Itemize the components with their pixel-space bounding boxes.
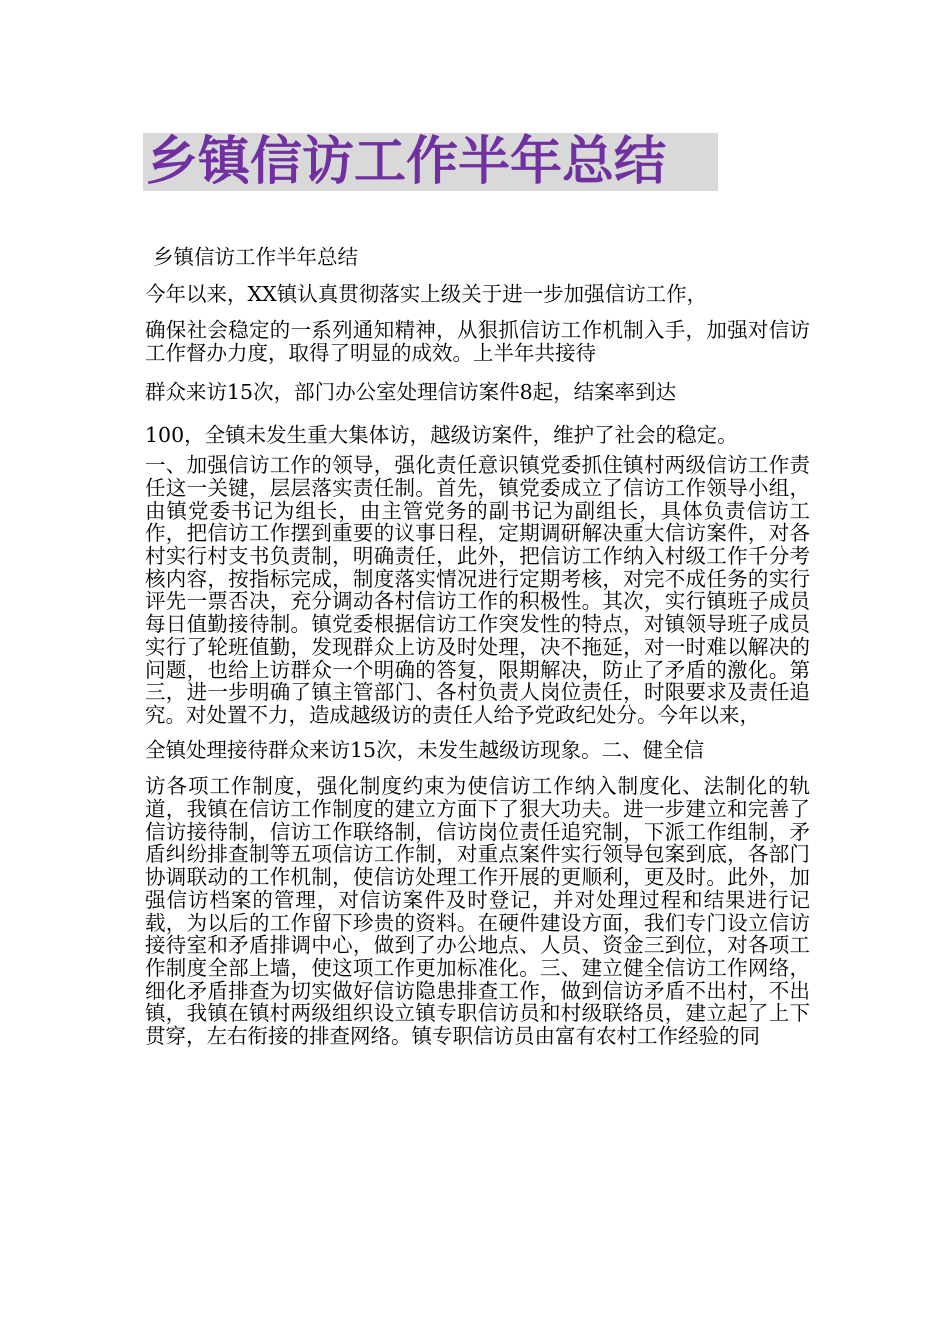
paragraph: 今年以来，XX镇认真贯彻落实上级关于进一步加强信访工作， <box>145 281 708 306</box>
paragraph: 一、加强信访工作的领导，强化责任意识镇党委抓住镇村两级信访工作责任这一关键，层层落实责任制。首先，镇党委成立了信访工作领导小组，由镇党委书记为组长，由主管党务的副书记为副组长，具体负责信访工作，把信访工作摆到重要的议事日程，定期调研解决重大信访案件，对各村实行村支书负责制，明确责任，此外，把信访工作纳入村级工作千分考核内容，按指标完成，制度落实情况进行定期考核，对完不成任务的实行评先一票否决，充分调动各村信访工作的积极性。其次，实行镇班子成员每日值勤接待制。镇党委根据信访工作突发性的特点，对镇领导班子成员实行了轮班值勤，发现群众上访及时处理，决不拖延，对一时难以解决的问题，也给上访群众一个明确的答复，限期解决，防止了矛盾的激化。第三，进一步明确了镇主管部门、各村负责人岗位责任，时限要求及责任追究。对处置不力，造成越级访的责任人给予党政纪处分。今年以来， <box>145 453 810 727</box>
paragraph: 全镇处理接待群众来访15次，未发生越级访现象。二、健全信 <box>145 737 705 762</box>
paragraph: 100，全镇未发生重大集体访，越级访案件，维护了社会的稳定。 <box>145 422 738 447</box>
document-body <box>145 246 810 1048</box>
paragraph: 群众来访15次，部门办公室处理信访案件8起，结案率到达 <box>145 379 677 404</box>
paragraph: 确保社会稳定的一系列通知精神，从狠抓信访工作机制入手，加强对信访工作督办力度，取得了明显的成效。上半年共接待 <box>145 318 810 366</box>
document-subtitle: 乡镇信访工作半年总结 <box>153 245 358 269</box>
paragraph: 访各项工作制度，强化制度约束为使信访工作纳入制度化、法制化的轨道，我镇在信访工作制度的建立方面下了狠大功夫。进一步建立和完善了信访接待制，信访工作联络制，信访岗位责任追究制，下派工作组制，矛盾纠纷排查制等五项信访工作制，对重点案件实行领导包案到底，各部门协调联动的工作机制，使信访处理工作开展的更顺利，更及时。此外，加强信访档案的管理，对信访案件及时登记，并对处理过程和结果进行记载，为以后的工作留下珍贵的资料。在硬件建设方面，我们专门设立信访接待室和矛盾排调中心，做到了办公地点、人员、资金三到位，对各项工作制度全部上墙，使这项工作更加标准化。三、建立健全信访工作网络，细化矛盾排查为切实做好信访隐患排查工作，做到信访矛盾不出村，不出镇，我镇在镇村两级组织设立镇专职信访员和村级联络员，建立起了上下贯穿，左右衔接的排查网络。镇专职信访员由富有农村工作经验的同 <box>145 774 810 1049</box>
document-title: 乡镇信访工作半年总结 <box>146 132 667 192</box>
